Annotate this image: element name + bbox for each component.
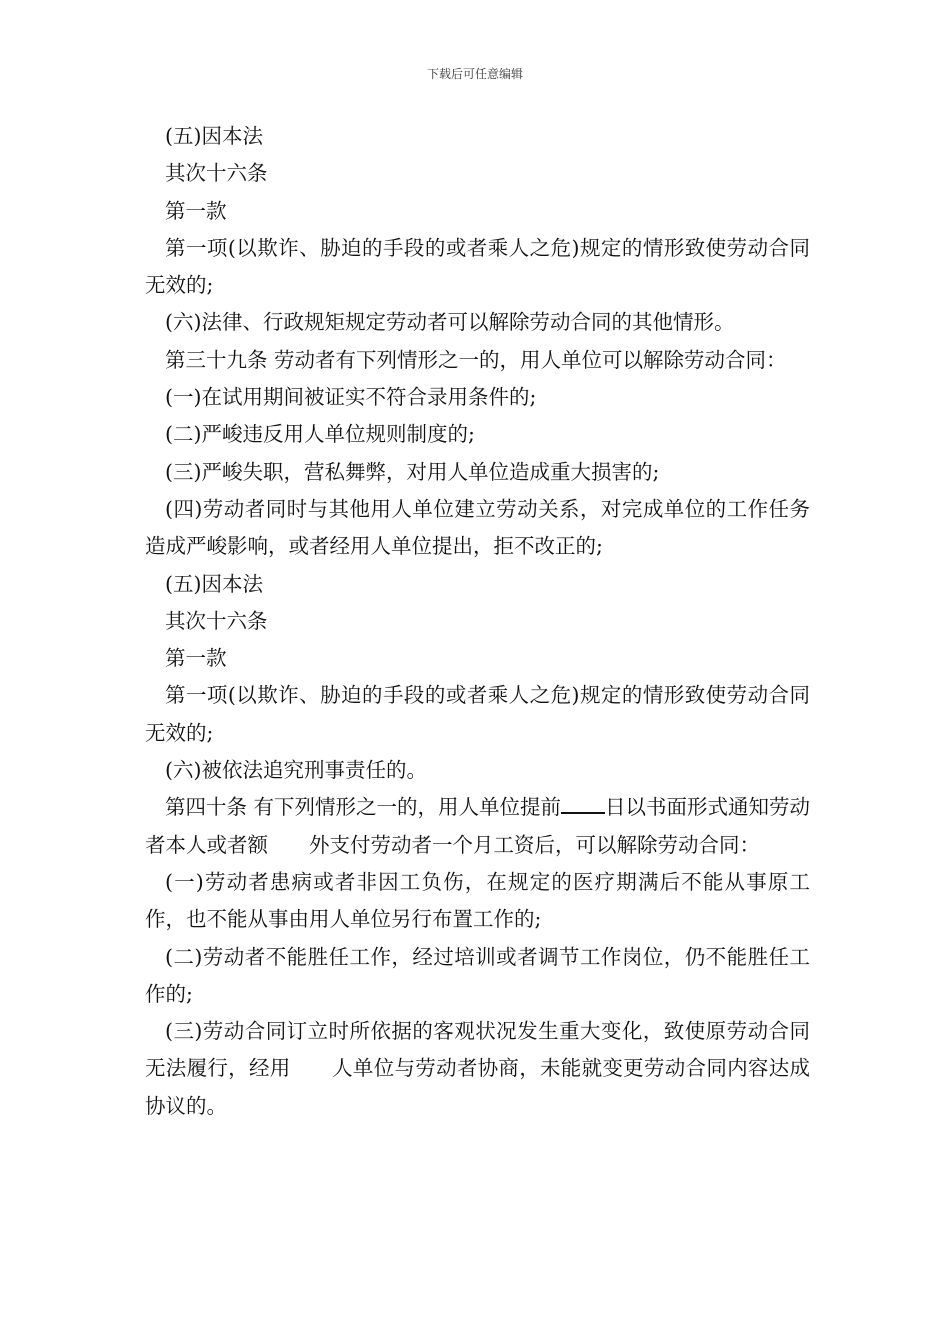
paragraph-item-6-law: (六)法律、行政规矩规定劳动者可以解除劳动合同的其他情形。: [165, 310, 735, 335]
paragraph-article-26-repeat: 其次十六条: [165, 608, 268, 633]
paragraph-item-5: (五)因本法: [165, 124, 263, 148]
paragraph-article-39-item-3: (三)严峻失职，营私舞弊，对用人单位造成重大损害的;: [165, 459, 660, 484]
page-header: 下载后可任意编辑: [426, 67, 523, 81]
paragraph-article-39-item-1: (一)在试用期间被证实不符合录用条件的;: [165, 385, 537, 410]
paragraph-item-1-fraud-repeat: 第一项(以欺诈、胁迫的手段的或者乘人之危)规定的情形致使劳动合同无效的;: [145, 683, 810, 745]
document-body: [145, 118, 810, 1125]
article-40-text-start: 第四十条 有下列情形之一的，用人单位提前: [165, 795, 562, 820]
paragraph-article-40-item-1: (一)劳动者患病或者非因工负伤，在规定的医疗期满后不能从事原工作，也不能从事由用人单位另行布置工作的;: [145, 869, 810, 932]
paragraph-clause-1-repeat: 第一款: [165, 646, 227, 671]
paragraph-article-40-item-3: (三)劳动合同订立时所依据的客观状况发生重大变化，致使原劳动合同无法履行，经用 人单位与劳动者协商，未能就变更劳动合同内容达成协议的。: [145, 1019, 810, 1118]
paragraph-clause-1: 第一款: [165, 198, 227, 223]
paragraph-article-39-item-4: (四)劳动者同时与其他用人单位建立劳动关系，对完成单位的工作任务造成严峻影响，或者经用人单位提出，拒不改正的;: [145, 496, 810, 559]
paragraph-article-39: 第三十九条 劳动者有下列情形之一的，用人单位可以解除劳动合同：: [165, 347, 787, 372]
article-40-text-end: 日以书面形式通知劳动者本人或者额 外支付劳动者一个月工资后，可以解除劳动合同：: [145, 795, 811, 857]
paragraph-item-1-fraud: 第一项(以欺诈、胁迫的手段的或者乘人之危)规定的情形致使劳动合同无效的;: [145, 235, 810, 298]
notice-days-blank: [561, 794, 605, 814]
paragraph-article-26: 其次十六条: [165, 161, 268, 186]
paragraph-article-39-item-5: (五)因本法: [165, 571, 263, 596]
paragraph-article-39-item-2: (二)严峻违反用人单位规则制度的;: [165, 422, 475, 447]
paragraph-article-40-item-2: (二)劳动者不能胜任工作，经过培训或者调节工作岗位，仍不能胜任工作的;: [145, 944, 810, 1006]
paragraph-article-40: [145, 789, 810, 864]
paragraph-article-39-item-6: (六)被依法追究刑事责任的。: [165, 758, 427, 783]
